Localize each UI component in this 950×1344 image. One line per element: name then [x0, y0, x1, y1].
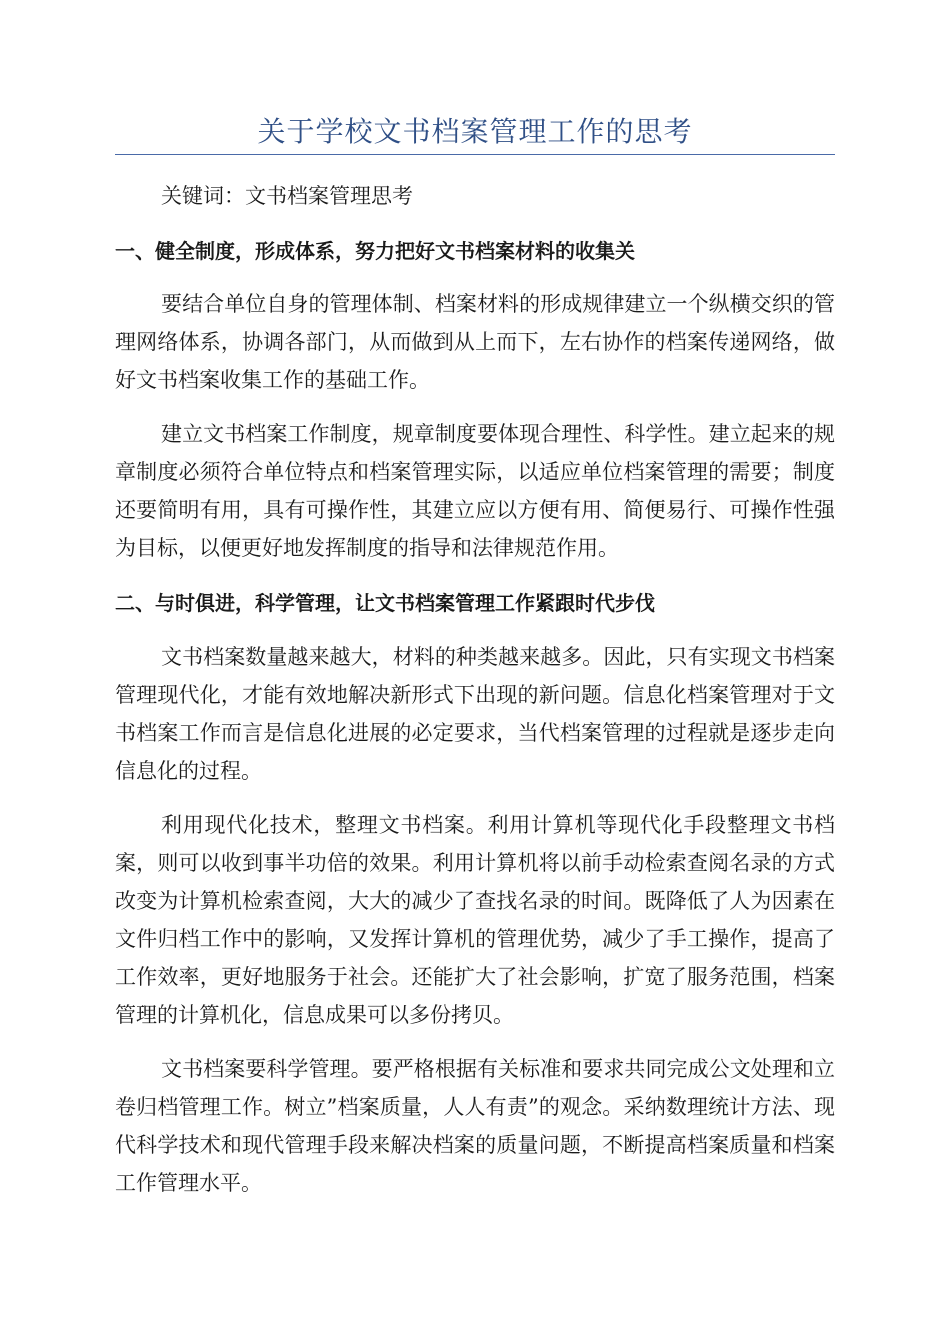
paragraph-1-1: 要结合单位自身的管理体制、档案材料的形成规律建立一个纵横交织的管理网络体系，协调各部门，从而做到从上而下，左右协作的档案传递网络，做好文书档案收集工作的基础工作。 [115, 292, 835, 392]
paragraph-1-2: 建立文书档案工作制度，规章制度要体现合理性、科学性。建立起来的规章制度必须符合单位特点和档案管理实际，以适应单位档案管理的需要；制度还要简明有用，具有可操作性，其建立应以方便有用、简便易行、可操作性强为目标，以便更好地发挥制度的指导和法律规范作用。 [115, 422, 835, 560]
paragraph-2-1: 文书档案数量越来越大，材料的种类越来越多。因此，只有实现文书档案管理现代化，才能有效地解决新形式下出现的新问题。信息化档案管理对于文书档案工作而言是信息化进展的必定要求，当代档案管理的过程就是逐步走向信息化的过程。 [115, 645, 835, 783]
section-heading-1: 一、健全制度，形成体系，努力把好文书档案材料的收集关 [115, 239, 635, 263]
keywords-line: 关键词：文书档案管理思考 [161, 184, 413, 208]
title-underline [115, 154, 835, 155]
section-heading-2: 二、与时俱进，科学管理，让文书档案管理工作紧跟时代步伐 [115, 591, 655, 615]
document-title: 关于学校文书档案管理工作的思考 [257, 115, 693, 148]
paragraph-2-3: 文书档案要科学管理。要严格根据有关标准和要求共同完成公文处理和立卷归档管理工作。树立”档案质量，人人有责”的观念。采纳数理统计方法、现代科学技术和现代管理手段来解决档案的质量问题，不断提高档案质量和档案工作管理水平。 [115, 1057, 835, 1195]
paragraph-2-2: 利用现代化技术，整理文书档案。利用计算机等现代化手段整理文书档案，则可以收到事半功倍的效果。利用计算机将以前手动检索查阅名录的方式改变为计算机检索查阅，大大的减少了查找名录的时间。既降低了人为因素在文件归档工作中的影响，又发挥计算机的管理优势，减少了手工操作，提高了工作效率，更好地服务于社会。还能扩大了社会影响，扩宽了服务范围，档案管理的计算机化，信息成果可以多份拷贝。 [115, 813, 835, 1027]
